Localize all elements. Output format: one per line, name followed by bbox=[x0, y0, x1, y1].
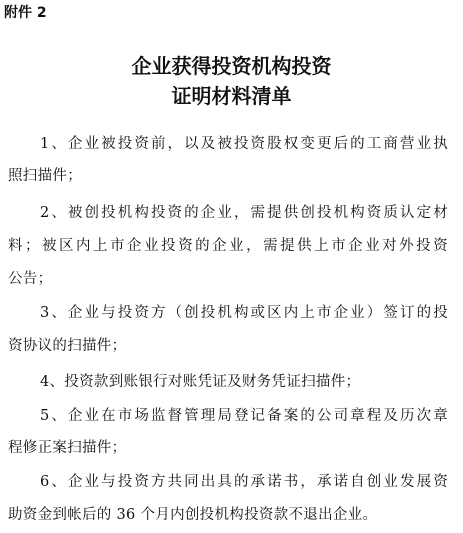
list-item-line: 程修正案扫描件； bbox=[8, 440, 127, 456]
list-item-line: 4、投资款到账银行对账凭证及财务凭证扫描件； bbox=[40, 374, 361, 390]
list-item-line: 助资金到帐后的 36 个月内创投机构投资款不退出企业。 bbox=[8, 507, 378, 523]
list-item-line: 5、企业在市场监督管理局登记备案的公司章程及历次章 bbox=[40, 408, 448, 424]
list-item-line: 资协议的扫描件； bbox=[8, 338, 127, 354]
document-title-line-1: 企业获得投资机构投资 bbox=[131, 54, 332, 78]
list-item-line: 2、被创投机构投资的企业，需提供创投机构资质认定材 bbox=[40, 205, 448, 221]
list-item-line: 1、企业被投资前，以及被投资股权变更后的工商营业执 bbox=[40, 136, 448, 152]
list-item-line: 3、企业与投资方（创投机构或区内上市企业）签订的投 bbox=[40, 305, 448, 321]
list-item-line: 公告； bbox=[8, 271, 53, 287]
list-item-line: 照扫描件； bbox=[8, 168, 82, 184]
list-item-line: 料；被区内上市企业投资的企业，需提供上市企业对外投资 bbox=[8, 238, 448, 254]
list-item-line: 6、企业与投资方共同出具的承诺书，承诺自创业发展资 bbox=[40, 474, 448, 490]
document-title-line-2: 证明材料清单 bbox=[171, 84, 292, 108]
attachment-label: 附件 2 bbox=[4, 5, 47, 21]
